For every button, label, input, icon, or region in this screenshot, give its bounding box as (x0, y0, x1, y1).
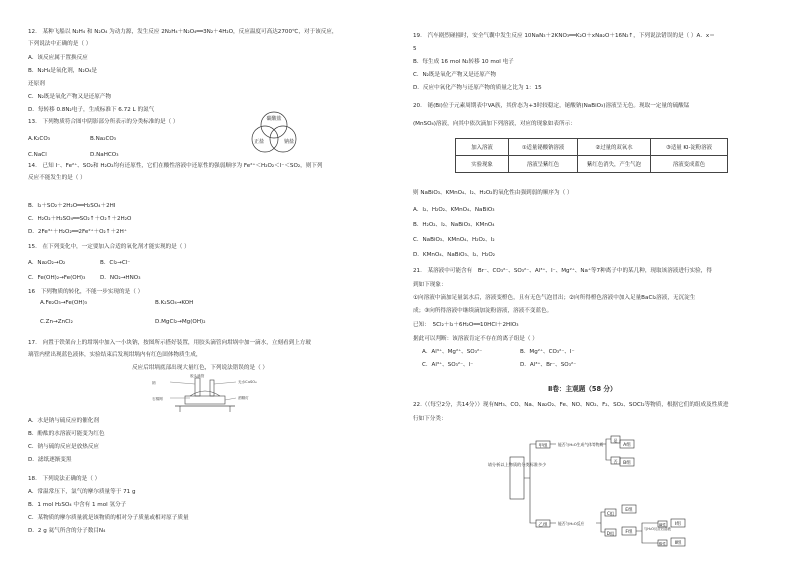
q20-option-b: B．H₂O₂、I₂、NaBiO₃、KMnO₄ (413, 222, 495, 228)
q15-stem: 15. 在下列变化中，一定要加入合适的氧化剂才能实现的是（ ） (28, 244, 190, 250)
q20-option-a: A．I₂、H₂O₂、KMnO₄、NaBiO₃ (413, 207, 495, 213)
tree-group-yi: 乙组 (538, 523, 548, 528)
q21-option-d: D．Al³⁺、Br⁻、SO₃²⁻ (520, 362, 577, 368)
table-cell: 溶液呈紫红色 (509, 156, 578, 173)
q20-stem-2: (MnSO₄)溶液，向其中依次滴加下列溶液，对应的现象如表所示： (413, 121, 576, 127)
q14-stem: 14. 已知 I⁻、Fe²⁺、SO₂和 H₂O₂均有还原性，它们在酸性溶液中还原性的强弱顺序为 Fe²⁺＜H₂O₂＜I⁻＜SO₂，则下列 (28, 163, 323, 169)
tree-criterion-3: 与H₂O反应后溶液 (644, 527, 671, 531)
q21-option-b: B．Mg²⁺、CO₃²⁻、I⁻ (520, 349, 575, 355)
q19-option-a-value: 5 (413, 46, 417, 52)
q21-option-c: C．Al³⁺、SO₃²⁻、I⁻ (422, 362, 474, 368)
q21-observation-1: ①向溶液中滴加足量氯水后，溶液变橙色，且有无色气泡冒出；②向所得橙色溶液中加入足量BaCl₂溶液，无沉淀生 (413, 295, 696, 301)
q17-stem: 17. 向置于铁架台上的坩埚中加入一小块钠，按图所示搭好装置，用胶头滴管向坩埚中加一滴水，立刻看到上方玻 (28, 340, 311, 346)
fig17-label-cuso4: 无水CuSO₄ (238, 380, 257, 384)
fig17-label-sodium: 钠 (152, 381, 156, 385)
tree-basic: 碱性 (658, 523, 667, 527)
table-header-cell: ①适量铋酸钠溶液 (509, 139, 578, 156)
q13-option-d: D.NaHCO₃ (90, 152, 119, 158)
q17-stem-2: 璃管内壁出现蓝色液体，实验结束后发现坩埚内有红色固体物质生成， (28, 352, 202, 358)
table-cell: 溶液变成蓝色 (651, 156, 728, 173)
tree-no-1: 否 (613, 459, 618, 464)
q21-observation-2: 成；③向所得溶液中继续滴加淀粉溶液，溶液不变蓝色。 (413, 308, 553, 314)
q12-option-b: B．N₂H₄是氧化剂，N₂O₄是 (28, 68, 97, 74)
q15-option-d: D．NO₂→HNO₃ (100, 275, 141, 281)
tree-criterion-1: 能否与H₂O生成气体等物质 (558, 442, 604, 447)
venn-label-normal-salt: 正盐 (253, 139, 265, 145)
q13-venn-diagram (244, 108, 304, 158)
q12-stem-2: 下列说法中正确的是（ ） (28, 41, 92, 47)
table-row (456, 139, 728, 156)
q20-stem: 20. 铋(Bi)位于元素周期表中VA族，其价态为+3时较稳定，铋酸钠(NaBiO₃)溶液呈无色。现取一定量的硫酸锰 (413, 103, 690, 109)
q19-option-c: C．N₂既是氧化产物又是还原产物 (413, 72, 497, 78)
fig17-label-dropper: 胶头滴管 (190, 374, 205, 378)
q17-option-d: D．滤纸逐渐变黑 (28, 457, 72, 463)
q20-option-c: C．NaBiO₃、KMnO₄、H₂O₂、I₂ (413, 237, 495, 243)
tree-group-d: D组 (606, 531, 615, 536)
q22-stem-2: 行如下分类： (413, 416, 447, 422)
q20-option-d: D．KMnO₄、NaBiO₃、I₂、H₂O₂ (413, 252, 496, 258)
tree-criterion-2: 能否与H₂O反应 (558, 521, 585, 526)
fig17-label-lamp: 酒精灯 (238, 396, 249, 400)
q12-option-c: C．N₂既是氧化产物又是还原产物 (28, 94, 112, 100)
q14-option-b: B．I₂＋SO₂＋2H₂O══H₂SO₄＋2HI (28, 203, 116, 209)
table-header-cell: ③适量 KI-淀粉溶液 (651, 139, 728, 156)
fig17-label-gauze: 石棉网 (152, 397, 163, 401)
q16-option-c: C.Zn→ZnCl₂ (40, 319, 73, 325)
tree-group-c: C组 (606, 511, 615, 516)
venn-label-sodium-salt: 钠盐 (283, 139, 295, 145)
q21-stem: 21. 某溶液中可能含有 Br⁻、CO₃²⁻、SO₃²⁻、Al³⁺、I⁻、Mg²⁺、Na⁺等7种离子中的某几种，现取该溶液进行实验，得 (413, 268, 712, 274)
tree-group-b: B组 (623, 461, 631, 466)
q18-option-d: D．2 g 氦气所含的分子数目N₄ (28, 528, 106, 534)
table-header-cell: ②过量的双氧水 (578, 139, 651, 156)
q12-option-b-cont: 还原剂 (28, 81, 45, 87)
tree-group-jia: 甲组 (538, 444, 548, 449)
q14-stem-2: 反应不能发生的是（ ） (28, 175, 86, 181)
tree-acidic: 酸性 (658, 542, 667, 546)
tree-group-a: A组 (623, 443, 631, 448)
q16-option-d: D.MgCl₂→Mg(OH)₂ (155, 319, 206, 325)
q21-stem-2: 到如下现象： (413, 282, 447, 288)
table-row (456, 156, 728, 173)
q18-option-a: A．常温常压下，氯气的摩尔质量等于 71 g (28, 489, 136, 495)
q15-option-c: C．Fe(OH)₂→Fe(OH)₃ (28, 275, 86, 281)
q12-option-a: A．该反应属于置换反应 (28, 55, 88, 61)
venn-label-carbonate: 碳酸盐 (266, 116, 282, 122)
q16-option-b: B.K₂SO₄→KOH (155, 300, 194, 306)
q17-option-c: C．钠与硫的反应是放热反应 (28, 444, 100, 450)
q15-option-b: B．Cl₂→Cl⁻ (100, 260, 131, 266)
q22-stem: 22.（（每空2分，共14分））现有NH₃、CO、Na、Na₂O₂、Fe、NO、NO₂、F₂、SO₂、SOCl₂等物质，根据它们的组成及性质进 (413, 402, 729, 408)
q22-classification-tree (487, 432, 698, 557)
q12-option-d: D．每转移 0.8N₂电子，生成标准下 6.72 L 的氮气 (28, 107, 155, 113)
q16-option-a: A.Fe₂O₃→Fe(OH)₃ (40, 300, 88, 306)
table-cell: 实验现象 (456, 156, 509, 173)
q19-option-b: B．每生成 16 mol N₂转移 10 mol 电子 (413, 59, 514, 65)
tree-group-2: Ⅱ组 (674, 541, 682, 546)
tree-group-1: Ⅰ组 (675, 522, 681, 527)
q17-option-b: B．酚酞的水溶液可能变为红色 (28, 431, 105, 437)
q13-option-b: B.Na₂CO₃ (90, 136, 117, 142)
table-header-cell: 加入溶液 (456, 139, 509, 156)
q18-option-b: B．1 mol H₂SO₄ 中含有 1 mol 氢分子 (28, 502, 127, 508)
q13-option-a: A.K₂CO₃ (28, 136, 50, 142)
q14-option-c: C．H₂O₂＋H₂SO₄══SO₂↑＋O₂↑＋2H₂O (28, 216, 132, 222)
q17-apparatus-figure (150, 374, 260, 414)
q20-observation-table (455, 138, 728, 173)
tree-root-label: 请分析以上物质的分类标准多少 (487, 462, 547, 467)
tree-yes-1: 是 (613, 438, 618, 443)
q21-known-equation: 已知： 5Cl₂＋I₂＋6H₂O══10HCl＋2HIO₃ (413, 322, 519, 328)
q14-option-d: D．2Fe³⁺＋H₂O₂══2Fe²⁺＋O₂↑＋2H⁺ (28, 229, 127, 235)
q16-stem: 16 下列物质的转化，不能一步实现的是（ ） (28, 289, 144, 295)
q19-stem: 19. 汽车剧烈碰撞时，安全气囊中发生反应 10NaN₃＋2KNO₃══K₂O＋xNa₂O＋16N₂↑，下列说法错误的是（ ）A．x＝ (413, 33, 715, 39)
tree-group-e: E组 (625, 508, 633, 513)
q18-option-c: C．某物质的摩尔质量就是该物质的相对分子质量或相对原子质量 (28, 515, 189, 521)
section-title-part2: Ⅱ卷：主观题（58 分） (548, 385, 617, 393)
q15-option-a: A．Na₂O₂→O₂ (28, 260, 66, 266)
q19-option-d: D．反应中氧化产物与还原产物的质量之比为 1：15 (413, 85, 542, 91)
q21-option-a: A．Al³⁺、Mg²⁺、SO₃²⁻ (422, 349, 483, 355)
q13-option-c: C.NaCl (28, 152, 47, 158)
q13-stem: 13. 下列物质符合图中阴影部分所表示的分类标准的是（ ） (28, 119, 179, 125)
tree-group-f: F组 (625, 530, 633, 535)
q12-stem: 12. 某种飞船以 N₂H₄ 和 N₂O₄ 为动力源，发生反应 2N₂H₄＋N₂O₄══3N₂＋4H₂O，反应温度可高达2700℃，对于该反应， (28, 29, 338, 35)
table-cell: 紫红色消失，产生气泡 (578, 156, 651, 173)
q20-stem-3: 则 NaBiO₃、KMnO₄、I₂、H₂O₂的氧化性由强到弱的顺序为（ ） (413, 190, 573, 196)
q17-stem-3: 反应后坩埚底部出现大量红色，下列说法错误的是（ ） (132, 365, 269, 371)
q21-question: 据此可以判断：该溶液肯定不存在的离子组是（ ） (413, 336, 538, 342)
q17-option-a: A．水是钠与硫反应的催化剂 (28, 418, 99, 424)
q18-stem: 18. 下列说法正确的是（ ） (28, 476, 101, 482)
